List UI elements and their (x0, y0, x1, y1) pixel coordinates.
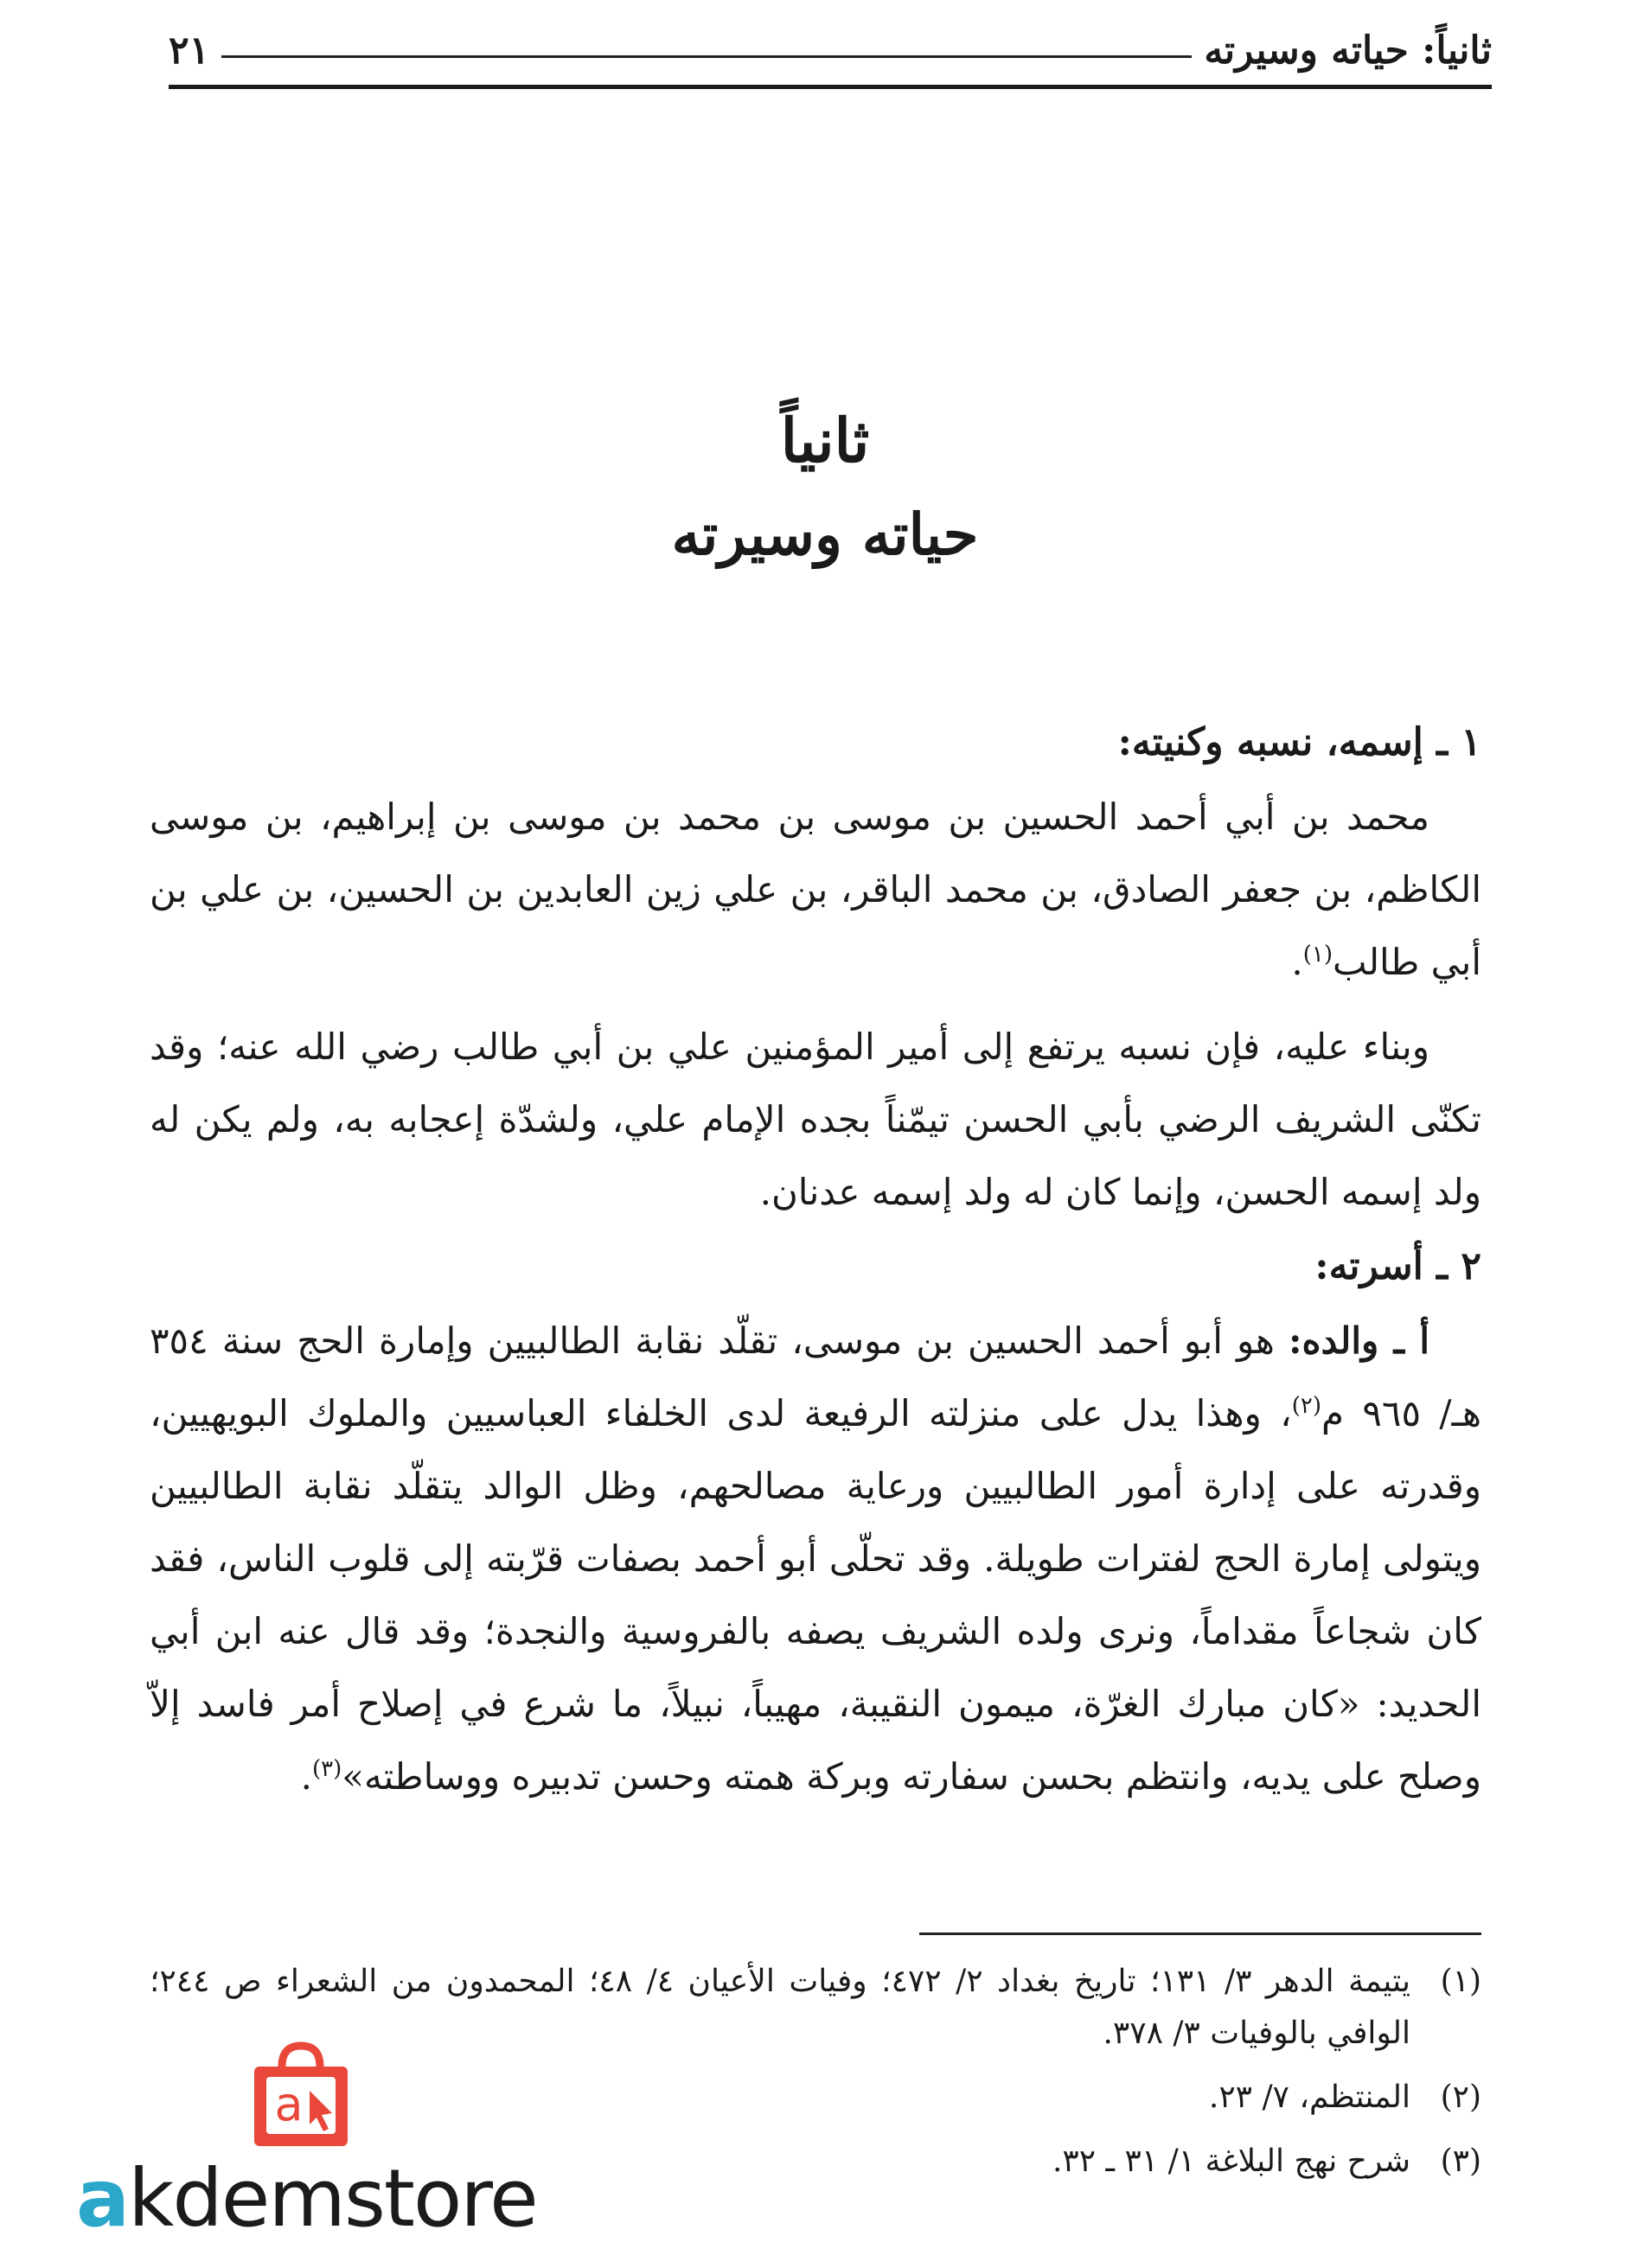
shopping-bag-icon (249, 2041, 353, 2149)
footnote-text: شرح نهج البلاغة ١/ ٣١ ـ ٣٢. (1052, 2143, 1410, 2179)
page-number: ٢١ (169, 28, 210, 73)
body-text (150, 705, 1481, 1813)
footnote-number: (٣) (1440, 2143, 1481, 2179)
chapter-heading (0, 393, 1650, 582)
paragraph-lineage-end: . (1291, 941, 1303, 983)
chapter-title: حياته وسيرته (671, 501, 979, 568)
footnote-number: (١) (1440, 1964, 1481, 1999)
running-header (169, 16, 1492, 85)
section-heading-family: ٢ ـ أسرته: (1314, 1244, 1481, 1288)
footnote-text: المنتظم، ٧/ ٢٣. (1208, 2080, 1410, 2115)
footnote-text: يتيمة الدهر ٣/ ١٣١؛ تاريخ بغداد ٢/ ٤٧٢؛ وفيات الأعيان ٤/ ٤٨؛ المحمدون من الشعراء ص ٢٤٤؛ الوافي بالوفيات ٣/ ٣٧٨. (150, 1964, 1410, 2051)
section-heading-name: ١ ـ إسمه، نسبه وكنيته: (1117, 720, 1481, 764)
paragraph-father (150, 1305, 1481, 1813)
running-title: ثانياً: حياته وسيرته (1204, 28, 1492, 73)
footnote-number: (٢) (1440, 2080, 1481, 2115)
header-leader-line (221, 55, 1192, 58)
father-text-b: ، وهذا يدل على منزلته الرفيعة لدى الخلفاء العباسيين والملوك البويهيين، وقدرته على إدارة أمور الطالبيين ورعاية مصالحهم، وظل الوالد يتقلّد نقابة الطالبيين ويتولى إمارة الحج لفترات طويلة. وقد تحلّى أبو أحمد بصفات قرّبته إلى قلوب الناس، فقد كان شجاعاً مقداماً، ونرى ولده الشريف يصفه بالفروسية والنجدة؛ وقد قال عنه ابن أبي الحديد: «كان مبارك الغرّة، ميمون النقيبة، مهيباً، نبيلاً، ما شرع في إصلاح أمر فاسد إلاّ وصلح على يديه، وانتظم بحسن سفارته وبركة همته وحسن تدبيره ووساطته» (150, 1392, 1481, 1798)
paragraph-lineage-text: محمد بن أبي أحمد الحسين بن موسى بن محمد بن موسى بن إبراهيم، بن موسى الكاظم، بن جعفر الصادق، بن محمد الباقر، بن علي زين العابدين بن الحسين، بن علي بن أبي طالب (150, 795, 1481, 983)
footnote-rule (919, 1933, 1481, 1935)
paragraph-lineage (150, 781, 1481, 999)
father-text-a: هو أبو أحمد الحسين بن موسى، تقلّد نقابة الطالبيين وإمارة الحج سنة ٣٥٤ هـ/ ٩٦٥ م (150, 1319, 1482, 1434)
bag-letter: a (274, 2077, 304, 2131)
footnote-ref-3[interactable]: (٣) (311, 1756, 342, 1782)
chapter-ordinal: ثانياً (780, 405, 870, 476)
header-rule (169, 85, 1492, 89)
store-wordmark (76, 2151, 537, 2246)
footnote-ref-1[interactable]: (١) (1302, 942, 1333, 968)
paragraph-kunya: وبناء عليه، فإن نسبه يرتفع إلى أمير المؤمنين علي بن أبي طالب رضي الله عنه؛ وقد تكنّى الشريف الرضي بأبي الحسن تيمّناً بجده الإمام علي، ولشدّة إعجابه به، ولم يكن له ولد إسمه الحسن، وإنما كان له ولد إسمه عدنان. (150, 1025, 1481, 1213)
footnote-ref-2[interactable]: (٢) (1291, 1393, 1321, 1419)
wordmark-rest: kdemstore (128, 2152, 537, 2245)
store-logo (76, 2041, 560, 2257)
wordmark-accent: a (76, 2152, 129, 2245)
father-label: أ ـ والده: (1288, 1319, 1429, 1362)
father-text-end: . (300, 1755, 312, 1798)
